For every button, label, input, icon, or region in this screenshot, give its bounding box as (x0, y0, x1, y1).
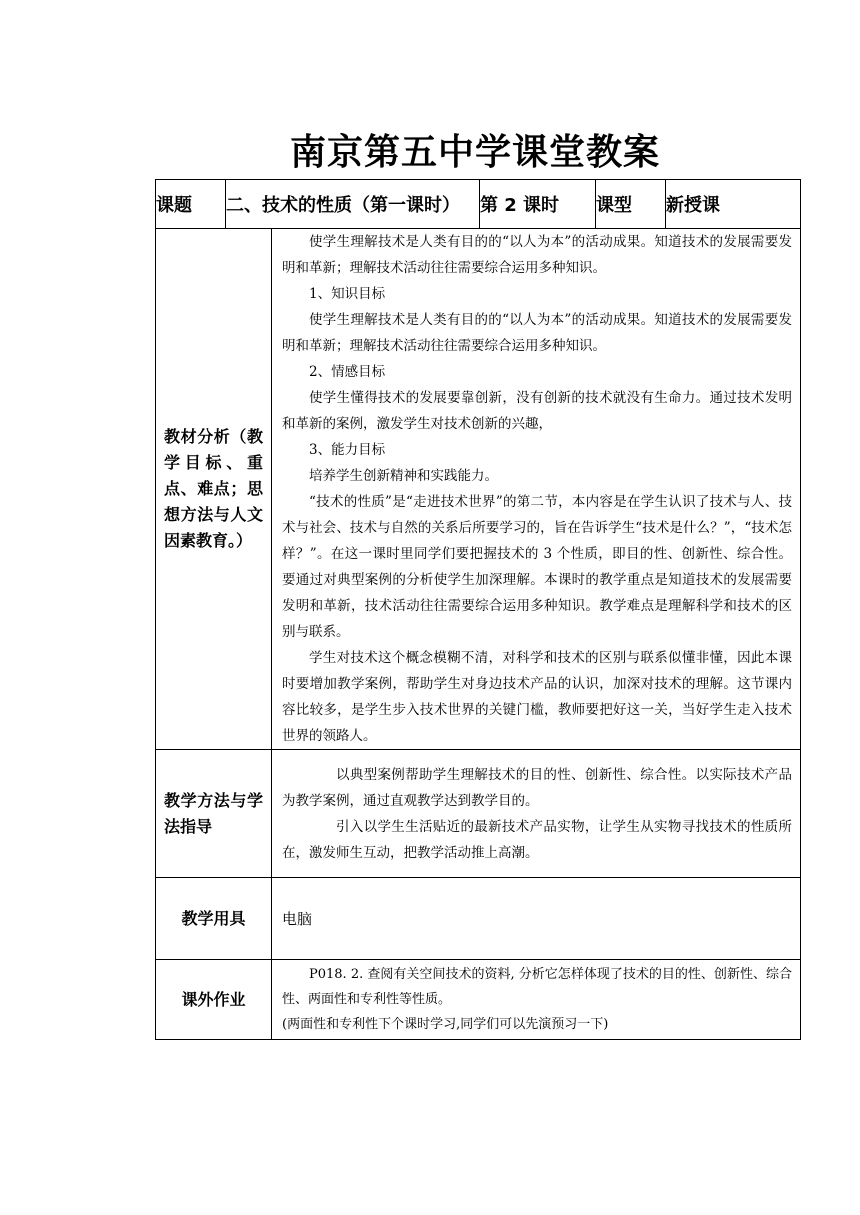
methods-label: 教学方法与学法指导 (156, 750, 272, 878)
type-value: 新授课 (666, 180, 801, 229)
analysis-paragraph: 使学生懂得技术的发展要靠创新，没有创新的技术就没有生命力。通过技术发明和革新的案例，激发学生对技术创新的兴趣， (282, 390, 792, 432)
analysis-paragraph: 2、情感目标 (309, 364, 386, 380)
analysis-label: 教材分析（教学目标、重点、难点；思想方法与人文因素教育。） (156, 229, 272, 750)
analysis-paragraph: “技术的性质”是“走进技术世界”的第二节，本内容是在学生认识了技术与人、技术与社会、技术与自然的关系后所要学习的，旨在告诉学生“技术是什么？”，“技术怎样？”。在这一课时里同学们要把握技术的 3 个性质，即目的性、创新性、综合性。要通过对典型案例的分析使学生加深理解。本课时的教学重点是知道技术的发展需要发明和革新，技术活动往往需要综合运用多种知识。教学难点是理解科学和技术的区别与联系。 (282, 494, 792, 640)
tools-value: 电脑 (272, 878, 801, 960)
homework-label: 课外作业 (156, 960, 272, 1040)
analysis-paragraph: 3、能力目标 (309, 442, 386, 458)
methods-row (156, 750, 801, 878)
analysis-paragraph: 1、知识目标 (309, 286, 386, 302)
analysis-row (156, 229, 801, 750)
analysis-paragraph: 使学生理解技术是人类有目的的“以人为本”的活动成果。知道技术的发展需要发明和革新；理解技术活动往往需要综合运用多种知识。 (282, 312, 792, 354)
tools-row (156, 878, 801, 960)
analysis-content (272, 229, 801, 750)
lesson-plan-table (155, 179, 801, 1040)
header-row (156, 180, 801, 229)
methods-paragraph: 引入以学生生活贴近的最新技术产品实物，让学生从实物寻找技术的性质所在，激发师生互动，把教学活动推上高潮。 (282, 818, 792, 861)
page-title: 南京第五中学课堂教案 (289, 132, 660, 173)
homework-paragraph: (两面性和专利性下个课时学习,同学们可以先演预习一下) (282, 1017, 609, 1032)
homework-content (272, 960, 801, 1040)
topic-label: 课题 (156, 180, 226, 229)
methods-paragraph: 以典型案例帮助学生理解技术的目的性、创新性、综合性。以实际技术产品为教学案例，通过直观教学达到教学目的。 (282, 766, 792, 809)
type-label: 课型 (596, 180, 666, 229)
homework-row (156, 960, 801, 1040)
analysis-paragraph: 使学生理解技术是人类有目的的“以人为本”的活动成果。知道技术的发展需要发明和革新；理解技术活动往往需要综合运用多种知识。 (282, 234, 792, 276)
analysis-paragraph: 培养学生创新精神和实践能力。 (309, 468, 498, 484)
topic-value: 二、技术的性质（第一课时） (226, 180, 480, 229)
homework-paragraph: P018. 2. 查阅有关空间技术的资料, 分析它怎样体现了技术的目的性、创新性、综合性、两面性和专利性等性质。 (282, 967, 792, 1007)
methods-content (272, 750, 801, 878)
tools-label: 教学用具 (156, 878, 272, 960)
analysis-paragraph: 学生对技术这个概念模糊不清，对科学和技术的区别与联系似懂非懂，因此本课时要增加教学案例，帮助学生对身边技术产品的认识，加深对技术的理解。这节课内容比较多，是学生步入技术世界的关键门槛，教师要把好这一关，当好学生走入技术世界的领路人。 (282, 650, 792, 744)
period-value: 第 2 课时 (480, 180, 596, 229)
